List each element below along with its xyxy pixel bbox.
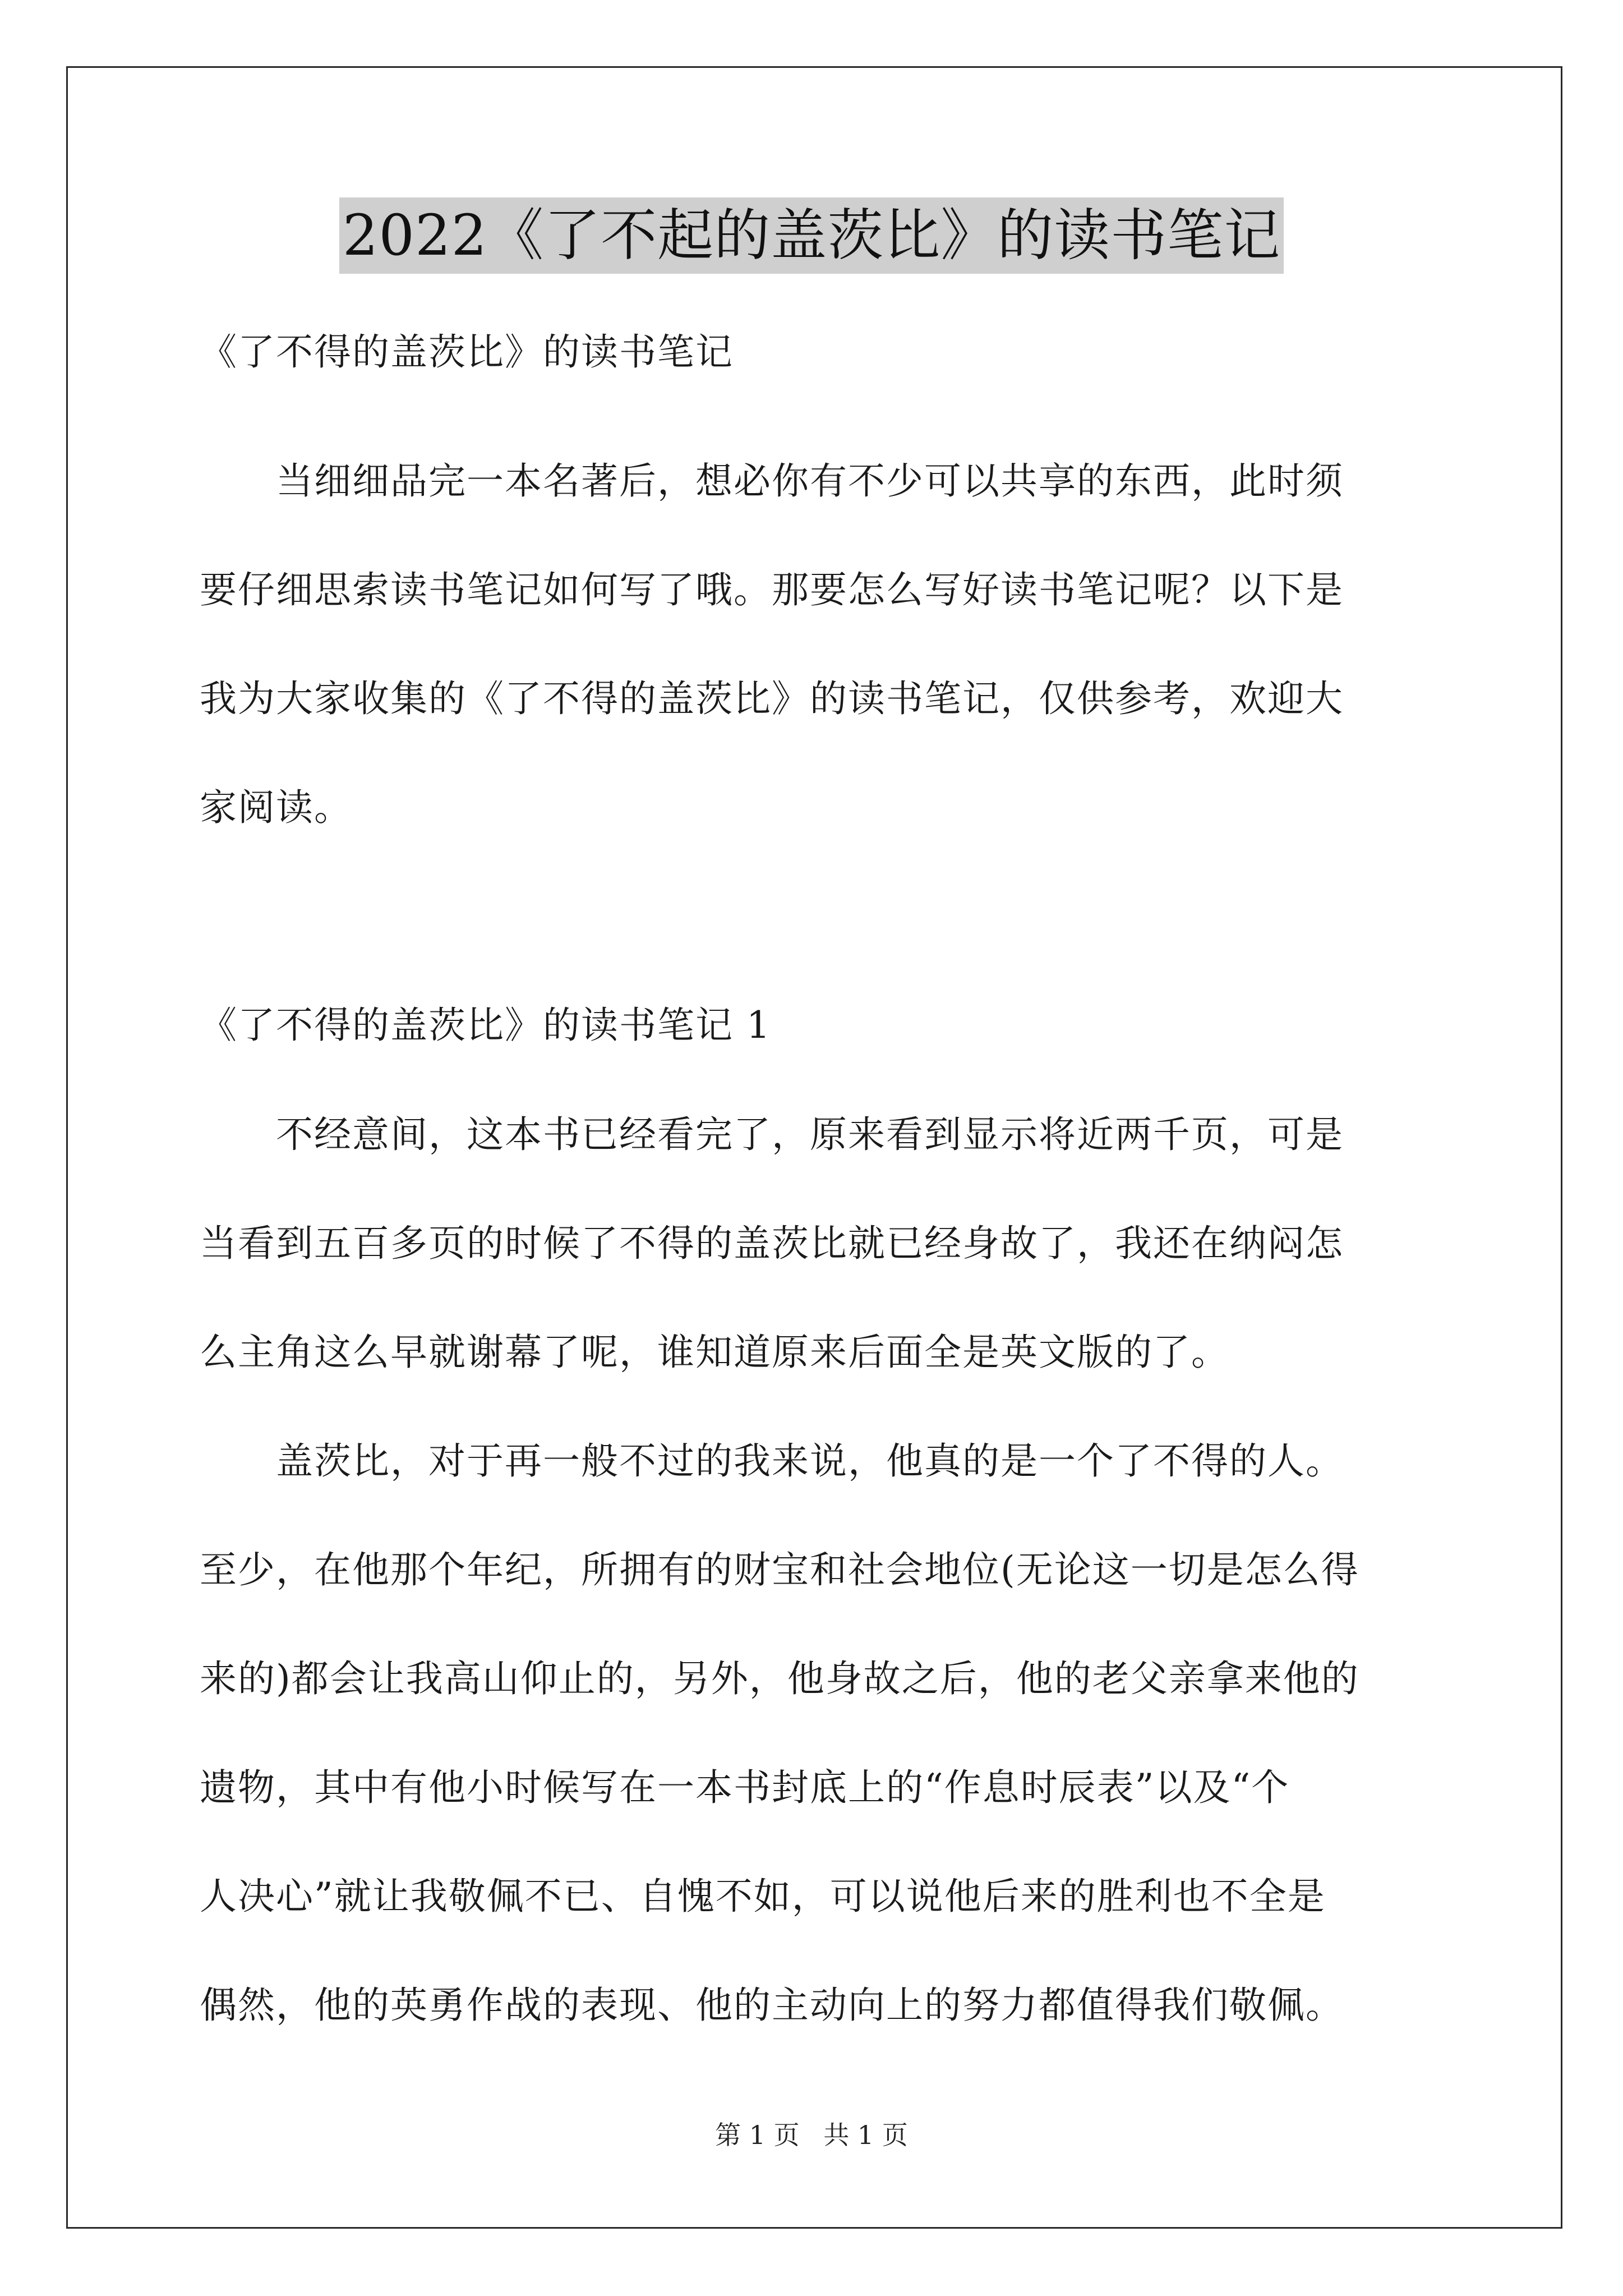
paragraph-line: 至少，在他那个年纪，所拥有的财宝和社会地位(无论这一切是怎么得: [200, 1548, 1359, 1591]
intro-paragraph-cont-1: [200, 563, 1428, 617]
section1-para2-line-6: [200, 1978, 1428, 2032]
section1-para2-line-4: [200, 1761, 1428, 1815]
section1-heading: 《了不得的盖茨比》的读书笔记 1: [200, 1004, 771, 1047]
section1-para2-line-2: [200, 1543, 1428, 1597]
paragraph-line: 要仔细思索读书笔记如何写了哦。那要怎么写好读书笔记呢？以下是: [200, 568, 1344, 611]
paragraph-line: 我为大家收集的《了不得的盖茨比》的读书笔记，仅供参考，欢迎大: [200, 677, 1344, 720]
intro-paragraph: [200, 454, 1428, 563]
paragraph-line: 盖茨比，对于再一般不过的我来说，他真的是一个了不得的人。: [200, 1439, 1344, 1483]
paragraph-line: 不经意间，这本书已经看完了，原来看到显示将近两千页，可是: [200, 1113, 1344, 1156]
paragraph-line: 当看到五百多页的时候了不得的盖茨比就已经身故了，我还在纳闷怎: [200, 1222, 1344, 1265]
section1-para2-line-3: [200, 1652, 1428, 1706]
section1-para2-line-5: [200, 1870, 1428, 1924]
paragraph-line: 偶然，他的英勇作战的表现、他的主动向上的努力都值得我们敬佩。: [200, 1984, 1344, 2027]
paragraph-line: 当细细品完一本名著后，想必你有不少可以共享的东西，此时须: [200, 459, 1344, 503]
title-container: [0, 197, 1623, 274]
paragraph-line: 家阅读。: [200, 786, 352, 829]
section1-para1-line-3: [200, 1326, 1428, 1379]
page-number: 第 1 页: [715, 2120, 800, 2150]
intro-paragraph-cont-3: [200, 781, 1428, 835]
paragraph-line: 人决心”就让我敬佩不已、自愧不如，可以说他后来的胜利也不全是: [200, 1875, 1326, 1918]
page-total: 共 1 页: [823, 2120, 908, 2150]
intro-paragraph-cont-2: [200, 672, 1428, 726]
paragraph-line: 来的)都会让我高山仰止的，另外，他身故之后，他的老父亲拿来他的: [200, 1657, 1359, 1700]
page-footer: [0, 2118, 1623, 2152]
document-subtitle: 《了不得的盖茨比》的读书笔记: [200, 330, 734, 374]
document-title: 2022《了不起的盖茨比》的读书笔记: [339, 197, 1284, 274]
paragraph-line: 遗物，其中有他小时候写在一本书封底上的“作息时辰表”以及“个: [200, 1766, 1290, 1809]
paragraph-line: 么主角这么早就谢幕了呢，谁知道原来后面全是英文版的了。: [200, 1331, 1229, 1374]
section1-para2-line-1: [200, 1434, 1428, 1488]
section1-para1-line-1: [200, 1108, 1428, 1162]
section1-para1-line-2: [200, 1217, 1428, 1271]
